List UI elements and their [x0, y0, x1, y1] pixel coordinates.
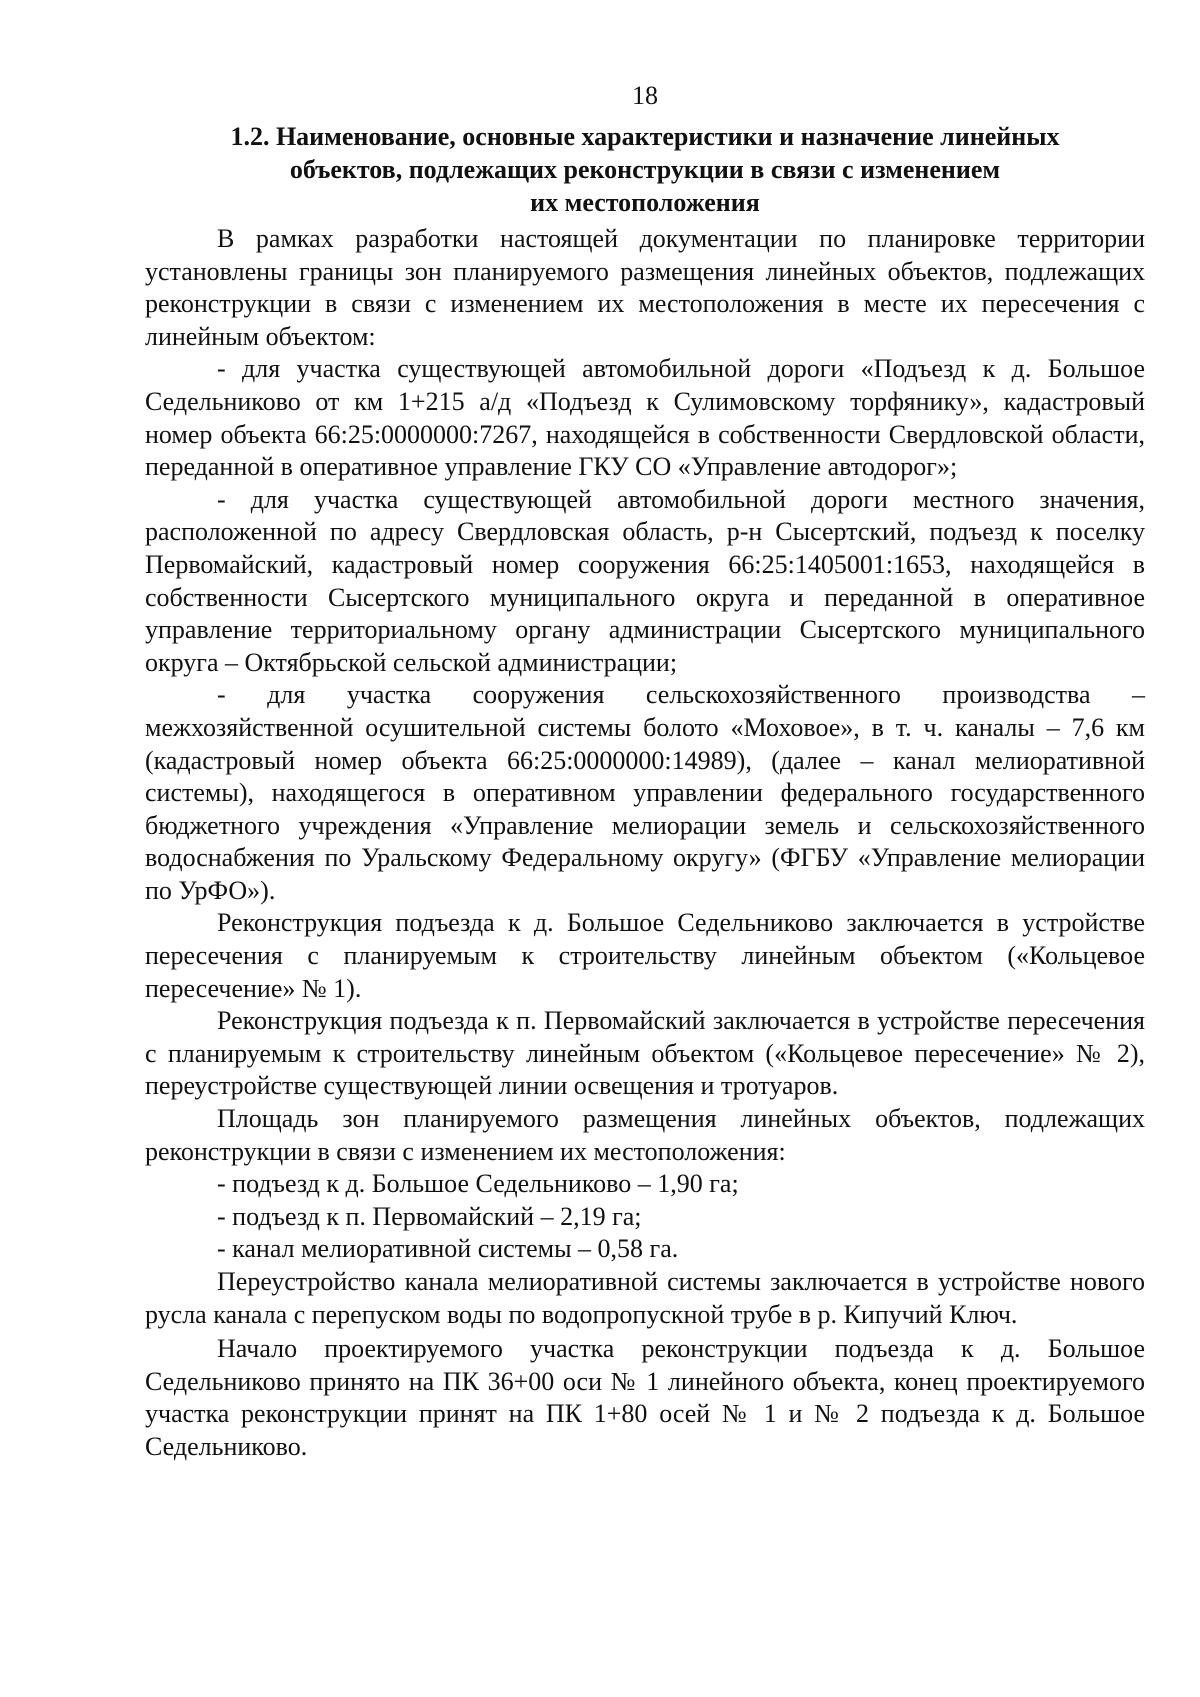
page-number: 18: [632, 81, 658, 110]
heading-line-2: объектов, подлежащих реконструкции в связи с изменением: [289, 155, 1001, 184]
bullet-road-pervomaysky: - для участка существующей автомобильной дороги местного значения, расположенной по адресу Свердловская область, р-н Сысертский, подъезд к поселку Первомайский, кадастровый номер сооружения 66:25:1405001:1653, находящейся в собственности Сысертского муниципального округа и переданной в оперативное управление территориальному органу администрации Сысертского муниципального округа – Октябрьской сельской администрации;: [145, 484, 1145, 677]
area-bullet-2: - подъезд к п. Первомайский – 2,19 га;: [217, 1201, 642, 1231]
heading-line-1: 1.2. Наименование, основные характеристики и назначение линейных: [230, 122, 1060, 151]
area-bullet-3: - канал мелиоративной системы – 0,58 га.: [217, 1234, 679, 1264]
canal-paragraph: Переустройство канала мелиоративной системы заключается в устройстве нового русла канала с перепуском воды по водопропускной трубе в р. Кипучий Ключ.: [145, 1267, 1145, 1329]
heading-line-3: их местоположения: [530, 188, 760, 217]
reconstruction-paragraph-2: Реконструкция подъезда к п. Первомайский заключается в устройстве пересечения с планируемым к строительству линейным объектом («Кольцевое пересечение» № 2), переустройстве существующей линии освещения и тротуаров.: [145, 1006, 1145, 1101]
reconstruction-paragraph-1: Реконструкция подъезда к д. Большое Седельниково заключается в устройстве пересечения с планируемым к строительству линейным объектом («Кольцевое пересечение» № 1).: [145, 908, 1145, 1003]
area-bullet-1: - подъезд к д. Большое Седельниково – 1,90 га;: [217, 1169, 739, 1199]
start-end-paragraph: Начало проектируемого участка реконструкции подъезда к д. Большое Седельниково принято на ПК 36+00 оси № 1 линейного объекта, конец проектируемого участка реконструкции принят на ПК 1+80 осей № 1 и № 2 подъезда к д. Большое Седельниково.: [145, 1334, 1145, 1461]
section-heading: [145, 120, 1145, 219]
area-intro-paragraph: Площадь зон планируемого размещения линейных объектов, подлежащих реконструкции в связи с изменением их местоположения:: [145, 1104, 1145, 1166]
bullet-road-bolshoe-sedelnikovo: - для участка существующей автомобильной дороги «Подъезд к д. Большое Седельниково от км 1+215 а/д «Подъезд к Сулимовскому торфянику», кадастровый номер объекта 66:25:0000000:7267, находящейся в собственности Свердловской области, переданной в оперативное управление ГКУ СО «Управление автодорог»;: [145, 354, 1145, 482]
intro-paragraph: В рамках разработки настоящей документации по планировке территории установлены границы зон планируемого размещения линейных объектов, подлежащих реконструкции в связи с изменением их местоположения в месте их пересечения с линейным объектом:: [145, 224, 1145, 351]
document-page: [145, 80, 1145, 1464]
bullet-drainage-system: - для участка сооружения сельскохозяйственного производства – межхозяйственной осушительной системы болото «Моховое», в т. ч. каналы – 7,6 км (кадастровый номер объекта 66:25:0000000:14989), (далее – канал мелиоративной системы), находящегося в оперативном управлении федерального государственного бюджетного учреждения «Управление мелиорации земель и сельскохозяйственного водоснабжения по Уральскому Федеральному округу» (ФГБУ «Управление мелиорации по УрФО»).: [145, 680, 1145, 905]
